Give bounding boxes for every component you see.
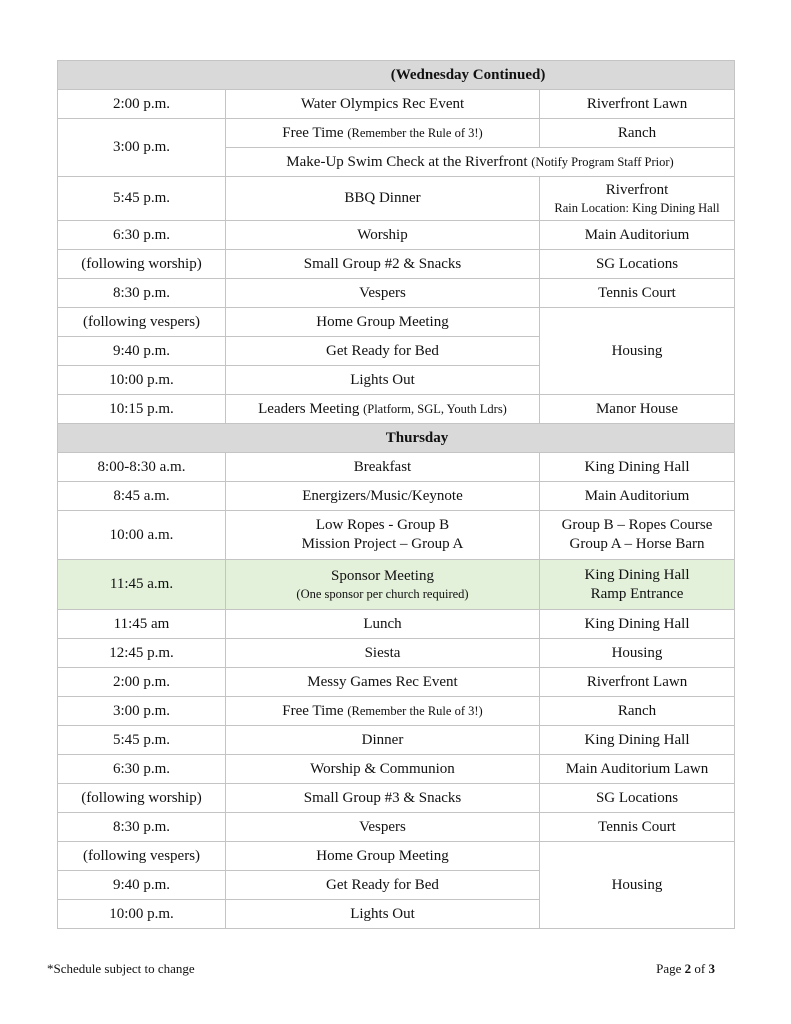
table-row [58, 453, 735, 482]
time-cell: 5:45 p.m. [58, 726, 226, 755]
location-cell: Riverfront Lawn [540, 90, 735, 119]
time-cell: 10:00 p.m. [58, 366, 226, 395]
location-cell: King Dining Hall [540, 726, 735, 755]
table-row [58, 784, 735, 813]
time-cell: 9:40 p.m. [58, 337, 226, 366]
location-cell [540, 177, 735, 221]
event-text: Free Time [282, 124, 344, 141]
time-cell: 2:00 p.m. [58, 668, 226, 697]
location-cell [540, 560, 735, 610]
location-cell: Riverfront Lawn [540, 668, 735, 697]
location-cell: Housing [540, 842, 735, 929]
time-cell: 5:45 p.m. [58, 177, 226, 221]
event-note: (Notify Program Staff Prior) [531, 154, 674, 169]
time-cell: 10:00 p.m. [58, 900, 226, 929]
location-cell [540, 511, 735, 560]
event-note: (Platform, SGL, Youth Ldrs) [363, 401, 507, 416]
time-cell: (following vespers) [58, 842, 226, 871]
time-cell: 3:00 p.m. [58, 697, 226, 726]
event-cell [226, 395, 540, 424]
location-cell: SG Locations [540, 250, 735, 279]
time-cell: 8:00-8:30 a.m. [58, 453, 226, 482]
section-header-thursday [58, 424, 735, 453]
time-cell: 2:00 p.m. [58, 90, 226, 119]
page-number [656, 961, 715, 977]
event-cell [226, 119, 540, 148]
event-cell: Lights Out [226, 366, 540, 395]
table-row [58, 639, 735, 668]
table-row [58, 610, 735, 639]
section-title: Thursday [58, 424, 735, 453]
time-cell: 12:45 p.m. [58, 639, 226, 668]
event-cell: Small Group #2 & Snacks [226, 250, 540, 279]
location-cell: SG Locations [540, 784, 735, 813]
event-note: (Remember the Rule of 3!) [347, 703, 483, 718]
event-cell: Home Group Meeting [226, 842, 540, 871]
event-cell: Energizers/Music/Keynote [226, 482, 540, 511]
event-cell [226, 697, 540, 726]
time-cell: 9:40 p.m. [58, 871, 226, 900]
location-cell: Tennis Court [540, 813, 735, 842]
location-note: Rain Location: King Dining Hall [554, 201, 720, 215]
event-cell [226, 560, 540, 610]
table-row [58, 90, 735, 119]
event-cell: Get Ready for Bed [226, 871, 540, 900]
time-cell: (following worship) [58, 784, 226, 813]
event-cell [226, 511, 540, 560]
time-cell: 10:00 a.m. [58, 511, 226, 560]
location-cell: Tennis Court [540, 279, 735, 308]
event-cell: BBQ Dinner [226, 177, 540, 221]
time-cell: 11:45 am [58, 610, 226, 639]
location-cell: Housing [540, 308, 735, 395]
event-cell: Siesta [226, 639, 540, 668]
location-cell: Ranch [540, 697, 735, 726]
time-cell: 8:30 p.m. [58, 279, 226, 308]
event-cell: Lunch [226, 610, 540, 639]
location-text: Riverfront [605, 182, 669, 198]
event-cell: Vespers [226, 813, 540, 842]
time-cell: (following vespers) [58, 308, 226, 337]
event-text: Leaders Meeting [258, 400, 360, 417]
event-cell: Small Group #3 & Snacks [226, 784, 540, 813]
time-cell: 10:15 p.m. [58, 395, 226, 424]
table-row [58, 221, 735, 250]
event-cell: Vespers [226, 279, 540, 308]
location-text: Group A – Horse Barn [569, 536, 705, 552]
event-cell: Lights Out [226, 900, 540, 929]
table-row [58, 177, 735, 221]
time-cell: 11:45 a.m. [58, 560, 226, 610]
table-row [58, 726, 735, 755]
event-cell: Water Olympics Rec Event [226, 90, 540, 119]
event-cell: Worship [226, 221, 540, 250]
page-of: of [694, 961, 706, 976]
location-text: Group B – Ropes Course [561, 517, 713, 533]
table-row [58, 668, 735, 697]
table-row [58, 755, 735, 784]
page-current: 2 [684, 961, 692, 976]
location-cell: King Dining Hall [540, 453, 735, 482]
location-cell: Housing [540, 639, 735, 668]
time-cell: 6:30 p.m. [58, 221, 226, 250]
footer-note: *Schedule subject to change [47, 961, 195, 976]
event-cell: Worship & Communion [226, 755, 540, 784]
table-row [58, 697, 735, 726]
table-row [58, 250, 735, 279]
location-cell: Main Auditorium [540, 482, 735, 511]
location-text: Ramp Entrance [590, 585, 684, 602]
event-note: (Remember the Rule of 3!) [347, 125, 483, 140]
page-total: 3 [708, 961, 715, 976]
event-cell: Dinner [226, 726, 540, 755]
event-text: Sponsor Meeting [331, 568, 434, 584]
section-header-wednesday [58, 61, 735, 90]
table-row [58, 279, 735, 308]
section-title: (Wednesday Continued) [58, 61, 735, 90]
table-row [58, 119, 735, 148]
highlighted-row [58, 560, 735, 610]
location-cell: Main Auditorium [540, 221, 735, 250]
event-text: Mission Project – Group A [301, 536, 464, 552]
location-cell: King Dining Hall [540, 610, 735, 639]
table-row [58, 813, 735, 842]
time-cell: 8:45 a.m. [58, 482, 226, 511]
event-cell: Breakfast [226, 453, 540, 482]
time-cell: 8:30 p.m. [58, 813, 226, 842]
event-cell: Get Ready for Bed [226, 337, 540, 366]
location-cell: Main Auditorium Lawn [540, 755, 735, 784]
event-text: Free Time [282, 702, 344, 719]
time-cell: (following worship) [58, 250, 226, 279]
event-note: (One sponsor per church required) [296, 587, 469, 601]
event-cell: Messy Games Rec Event [226, 668, 540, 697]
event-text: Low Ropes - Group B [315, 517, 450, 533]
location-cell: Ranch [540, 119, 735, 148]
table-row [58, 842, 735, 871]
schedule-table [57, 60, 735, 929]
table-row [58, 395, 735, 424]
location-text: King Dining Hall [584, 566, 690, 583]
time-cell: 6:30 p.m. [58, 755, 226, 784]
event-cell [226, 148, 735, 177]
table-row [58, 511, 735, 560]
page-label: Page [656, 961, 682, 976]
event-text: Make-Up Swim Check at the Riverfront [286, 153, 528, 170]
time-cell: 3:00 p.m. [58, 119, 226, 177]
location-cell: Manor House [540, 395, 735, 424]
table-row [58, 482, 735, 511]
event-cell: Home Group Meeting [226, 308, 540, 337]
table-row [58, 308, 735, 337]
